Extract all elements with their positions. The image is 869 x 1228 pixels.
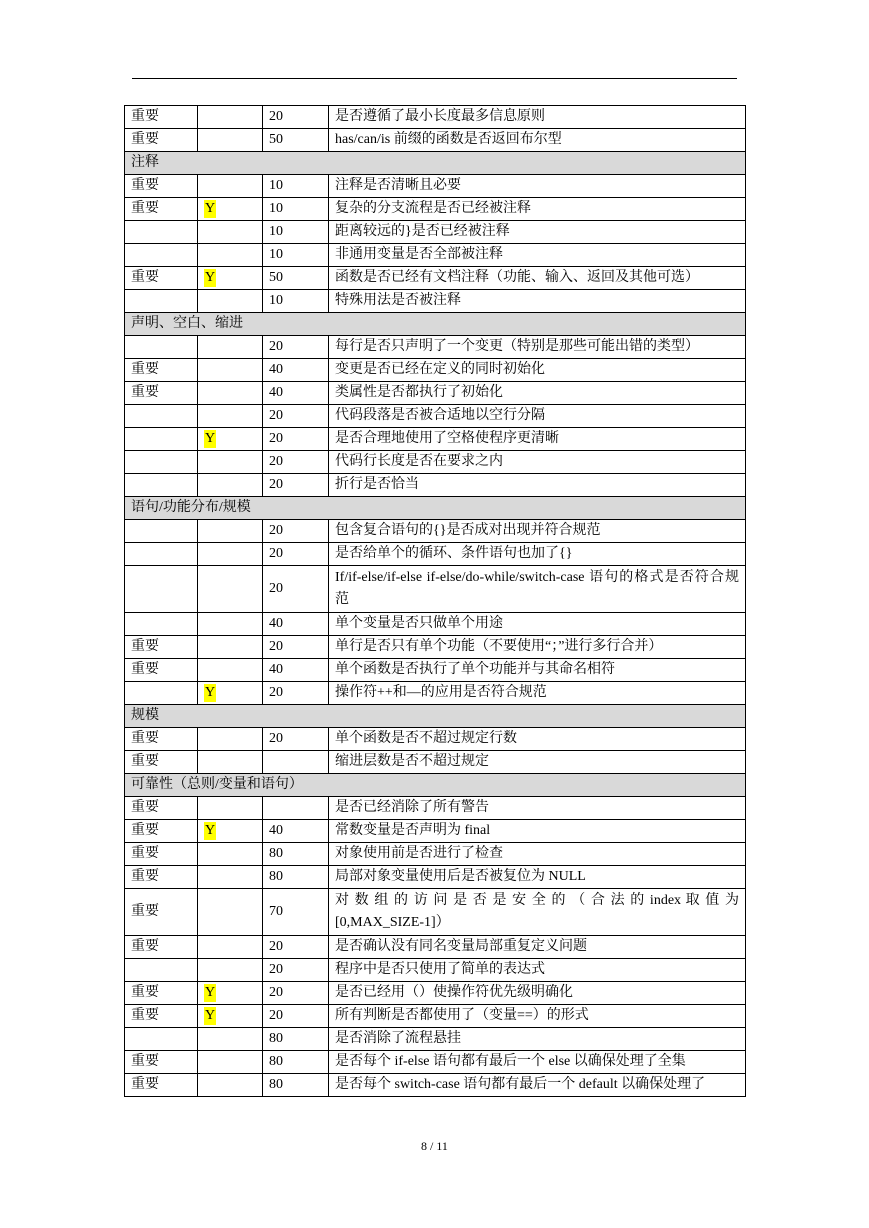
- section-title: 声明、空白、缩进: [125, 313, 746, 336]
- code-review-checklist-table: [124, 105, 746, 1097]
- section-title: 语句/功能分布/规模: [125, 497, 746, 520]
- flag-cell: [198, 613, 263, 636]
- description-cell: 单个函数是否执行了单个功能并与其命名相符: [329, 659, 746, 682]
- description-cell: 是否消除了流程悬挂: [329, 1028, 746, 1051]
- importance-cell: 重要: [125, 175, 198, 198]
- section-header-row: [125, 152, 746, 175]
- section-header-row: [125, 705, 746, 728]
- flag-cell: [198, 659, 263, 682]
- score-cell: 80: [263, 866, 329, 889]
- score-cell: 20: [263, 682, 329, 705]
- description-cell: 是否每个 if-else 语句都有最后一个 else 以确保处理了全集: [329, 1051, 746, 1074]
- flag-cell: [198, 1074, 263, 1097]
- score-cell: 40: [263, 659, 329, 682]
- description-cell: 代码行长度是否在要求之内: [329, 451, 746, 474]
- flag-cell: [198, 959, 263, 982]
- importance-cell: 重要: [125, 382, 198, 405]
- score-cell: 20: [263, 106, 329, 129]
- checklist-row: [125, 451, 746, 474]
- score-cell: 40: [263, 613, 329, 636]
- score-cell: [263, 751, 329, 774]
- importance-cell: [125, 451, 198, 474]
- description-cell: 是否已经用（）使操作符优先级明确化: [329, 982, 746, 1005]
- flag-cell: [198, 405, 263, 428]
- importance-cell: [125, 290, 198, 313]
- score-cell: 20: [263, 1005, 329, 1028]
- importance-cell: 重要: [125, 843, 198, 866]
- flag-cell: [198, 682, 263, 705]
- flag-cell: [198, 797, 263, 820]
- checklist-row: [125, 659, 746, 682]
- checklist-row: [125, 1028, 746, 1051]
- checklist-row: [125, 682, 746, 705]
- header-rule: [132, 78, 737, 79]
- description-cell: 距离较远的}是否已经被注释: [329, 221, 746, 244]
- section-header-row: [125, 313, 746, 336]
- checklist-row: [125, 336, 746, 359]
- score-cell: 20: [263, 959, 329, 982]
- checklist-row: [125, 290, 746, 313]
- checklist-row: [125, 175, 746, 198]
- description-cell: 是否确认没有同名变量局部重复定义问题: [329, 936, 746, 959]
- score-cell: 10: [263, 198, 329, 221]
- score-cell: 10: [263, 221, 329, 244]
- flag-cell: [198, 889, 263, 936]
- description-cell: 局部对象变量使用后是否被复位为 NULL: [329, 866, 746, 889]
- importance-cell: 重要: [125, 728, 198, 751]
- checklist-body: [125, 106, 746, 1097]
- flag-cell: [198, 866, 263, 889]
- importance-cell: [125, 566, 198, 613]
- description-cell: 是否合理地使用了空格使程序更清晰: [329, 428, 746, 451]
- checklist-row: [125, 566, 746, 613]
- description-cell: 所有判断是否都使用了（变量==）的形式: [329, 1005, 746, 1028]
- importance-cell: [125, 244, 198, 267]
- score-cell: 20: [263, 428, 329, 451]
- flag-cell: [198, 106, 263, 129]
- section-title: 规模: [125, 705, 746, 728]
- importance-cell: 重要: [125, 659, 198, 682]
- description-cell: 是否遵循了最小长度最多信息原则: [329, 106, 746, 129]
- flag-cell: [198, 1051, 263, 1074]
- checklist-row: [125, 959, 746, 982]
- score-cell: 50: [263, 129, 329, 152]
- score-cell: 20: [263, 474, 329, 497]
- description-cell: 操作符++和—的应用是否符合规范: [329, 682, 746, 705]
- flag-mark: Y: [205, 685, 216, 700]
- score-cell: 20: [263, 936, 329, 959]
- checklist-row: [125, 751, 746, 774]
- score-cell: 80: [263, 1051, 329, 1074]
- checklist-row: [125, 1074, 746, 1097]
- importance-cell: 重要: [125, 106, 198, 129]
- flag-cell: [198, 428, 263, 451]
- flag-cell: [198, 843, 263, 866]
- importance-cell: 重要: [125, 751, 198, 774]
- description-cell: 非通用变量是否全部被注释: [329, 244, 746, 267]
- description-cell: 变更是否已经在定义的同时初始化: [329, 359, 746, 382]
- description-cell: 缩进层数是否不超过规定: [329, 751, 746, 774]
- checklist-row: [125, 866, 746, 889]
- flag-mark: Y: [205, 823, 216, 838]
- score-cell: 40: [263, 382, 329, 405]
- description-cell: 复杂的分支流程是否已经被注释: [329, 198, 746, 221]
- checklist-row: [125, 267, 746, 290]
- checklist-row: [125, 1005, 746, 1028]
- flag-cell: [198, 382, 263, 405]
- checklist-row: [125, 936, 746, 959]
- flag-cell: [198, 474, 263, 497]
- checklist-row: [125, 106, 746, 129]
- score-cell: [263, 797, 329, 820]
- flag-cell: [198, 290, 263, 313]
- importance-cell: 重要: [125, 820, 198, 843]
- checklist-row: [125, 889, 746, 936]
- description-cell: 单个函数是否不超过规定行数: [329, 728, 746, 751]
- importance-cell: [125, 474, 198, 497]
- importance-cell: 重要: [125, 636, 198, 659]
- checklist-row: [125, 728, 746, 751]
- checklist-row: [125, 474, 746, 497]
- score-cell: 20: [263, 451, 329, 474]
- flag-cell: [198, 936, 263, 959]
- page-number: 8 / 11: [421, 1139, 448, 1153]
- importance-cell: 重要: [125, 1051, 198, 1074]
- score-cell: 50: [263, 267, 329, 290]
- flag-cell: [198, 244, 263, 267]
- description-cell: 注释是否清晰且必要: [329, 175, 746, 198]
- section-header-row: [125, 497, 746, 520]
- checklist-row: [125, 382, 746, 405]
- importance-cell: [125, 959, 198, 982]
- flag-cell: [198, 1005, 263, 1028]
- importance-cell: 重要: [125, 198, 198, 221]
- description-cell: 单个变量是否只做单个用途: [329, 613, 746, 636]
- score-cell: 80: [263, 843, 329, 866]
- importance-cell: [125, 520, 198, 543]
- checklist-row: [125, 1051, 746, 1074]
- checklist-row: [125, 797, 746, 820]
- flag-mark: Y: [205, 431, 216, 446]
- flag-cell: [198, 982, 263, 1005]
- score-cell: 10: [263, 175, 329, 198]
- checklist-row: [125, 636, 746, 659]
- score-cell: 40: [263, 359, 329, 382]
- description-cell: 是否每个 switch-case 语句都有最后一个 default 以确保处理了: [329, 1074, 746, 1097]
- flag-mark: Y: [205, 201, 216, 216]
- description-cell: 特殊用法是否被注释: [329, 290, 746, 313]
- flag-cell: [198, 336, 263, 359]
- importance-cell: [125, 428, 198, 451]
- importance-cell: 重要: [125, 359, 198, 382]
- description-cell: 是否给单个的循环、条件语句也加了{}: [329, 543, 746, 566]
- score-cell: 80: [263, 1028, 329, 1051]
- checklist-row: [125, 359, 746, 382]
- flag-cell: [198, 198, 263, 221]
- score-cell: 20: [263, 728, 329, 751]
- importance-cell: 重要: [125, 936, 198, 959]
- section-header-row: [125, 774, 746, 797]
- score-cell: 10: [263, 290, 329, 313]
- flag-cell: [198, 820, 263, 843]
- description-cell: If/if-else/if-else if-else/do-while/switch-case 语句的格式是否符合规范: [329, 566, 746, 613]
- section-title: 可靠性（总则/变量和语句）: [125, 774, 746, 797]
- description-cell: 每行是否只声明了一个变更（特别是那些可能出错的类型）: [329, 336, 746, 359]
- score-cell: 20: [263, 543, 329, 566]
- importance-cell: 重要: [125, 889, 198, 936]
- description-cell: 代码段落是否被合适地以空行分隔: [329, 405, 746, 428]
- flag-mark: Y: [205, 1008, 216, 1023]
- flag-cell: [198, 129, 263, 152]
- score-cell: 10: [263, 244, 329, 267]
- description-cell: has/can/is 前缀的函数是否返回布尔型: [329, 129, 746, 152]
- flag-cell: [198, 751, 263, 774]
- flag-mark: Y: [205, 985, 216, 1000]
- checklist-row: [125, 405, 746, 428]
- importance-cell: [125, 543, 198, 566]
- score-cell: 20: [263, 566, 329, 613]
- checklist-row: [125, 221, 746, 244]
- description-cell: 单行是否只有单个功能（不要使用“；”进行多行合并）: [329, 636, 746, 659]
- score-cell: 20: [263, 336, 329, 359]
- flag-cell: [198, 543, 263, 566]
- checklist-row: [125, 543, 746, 566]
- checklist-row: [125, 982, 746, 1005]
- checklist-row: [125, 428, 746, 451]
- importance-cell: 重要: [125, 797, 198, 820]
- importance-cell: 重要: [125, 866, 198, 889]
- description-cell: 程序中是否只使用了简单的表达式: [329, 959, 746, 982]
- description-cell: 对象使用前是否进行了检查: [329, 843, 746, 866]
- section-title: 注释: [125, 152, 746, 175]
- description-cell: 包含复合语句的{}是否成对出现并符合规范: [329, 520, 746, 543]
- flag-cell: [198, 359, 263, 382]
- checklist-row: [125, 198, 746, 221]
- description-cell: 函数是否已经有文档注释（功能、输入、返回及其他可选）: [329, 267, 746, 290]
- description-cell: 是否已经消除了所有警告: [329, 797, 746, 820]
- importance-cell: 重要: [125, 982, 198, 1005]
- flag-mark: Y: [205, 270, 216, 285]
- flag-cell: [198, 728, 263, 751]
- description-cell: 类属性是否都执行了初始化: [329, 382, 746, 405]
- flag-cell: [198, 566, 263, 613]
- score-cell: 20: [263, 405, 329, 428]
- importance-cell: 重要: [125, 1005, 198, 1028]
- importance-cell: [125, 336, 198, 359]
- flag-cell: [198, 175, 263, 198]
- score-cell: 20: [263, 982, 329, 1005]
- checklist-row: [125, 520, 746, 543]
- importance-cell: [125, 1028, 198, 1051]
- importance-cell: 重要: [125, 1074, 198, 1097]
- checklist-row: [125, 129, 746, 152]
- description-cell: 常数变量是否声明为 final: [329, 820, 746, 843]
- score-cell: 20: [263, 520, 329, 543]
- flag-cell: [198, 451, 263, 474]
- importance-cell: [125, 613, 198, 636]
- score-cell: 70: [263, 889, 329, 936]
- importance-cell: 重要: [125, 267, 198, 290]
- description-cell: 折行是否恰当: [329, 474, 746, 497]
- flag-cell: [198, 520, 263, 543]
- flag-cell: [198, 636, 263, 659]
- checklist-row: [125, 613, 746, 636]
- flag-cell: [198, 1028, 263, 1051]
- score-cell: 20: [263, 636, 329, 659]
- importance-cell: 重要: [125, 129, 198, 152]
- flag-cell: [198, 267, 263, 290]
- flag-cell: [198, 221, 263, 244]
- checklist-row: [125, 843, 746, 866]
- description-cell: 对 数 组 的 访 问 是 否 是 安 全 的 （ 合 法 的 index 取 值 为 [0,MAX_SIZE-1]）: [329, 889, 746, 936]
- importance-cell: [125, 221, 198, 244]
- checklist-row: [125, 244, 746, 267]
- score-cell: 80: [263, 1074, 329, 1097]
- importance-cell: [125, 405, 198, 428]
- score-cell: 40: [263, 820, 329, 843]
- checklist-row: [125, 820, 746, 843]
- importance-cell: [125, 682, 198, 705]
